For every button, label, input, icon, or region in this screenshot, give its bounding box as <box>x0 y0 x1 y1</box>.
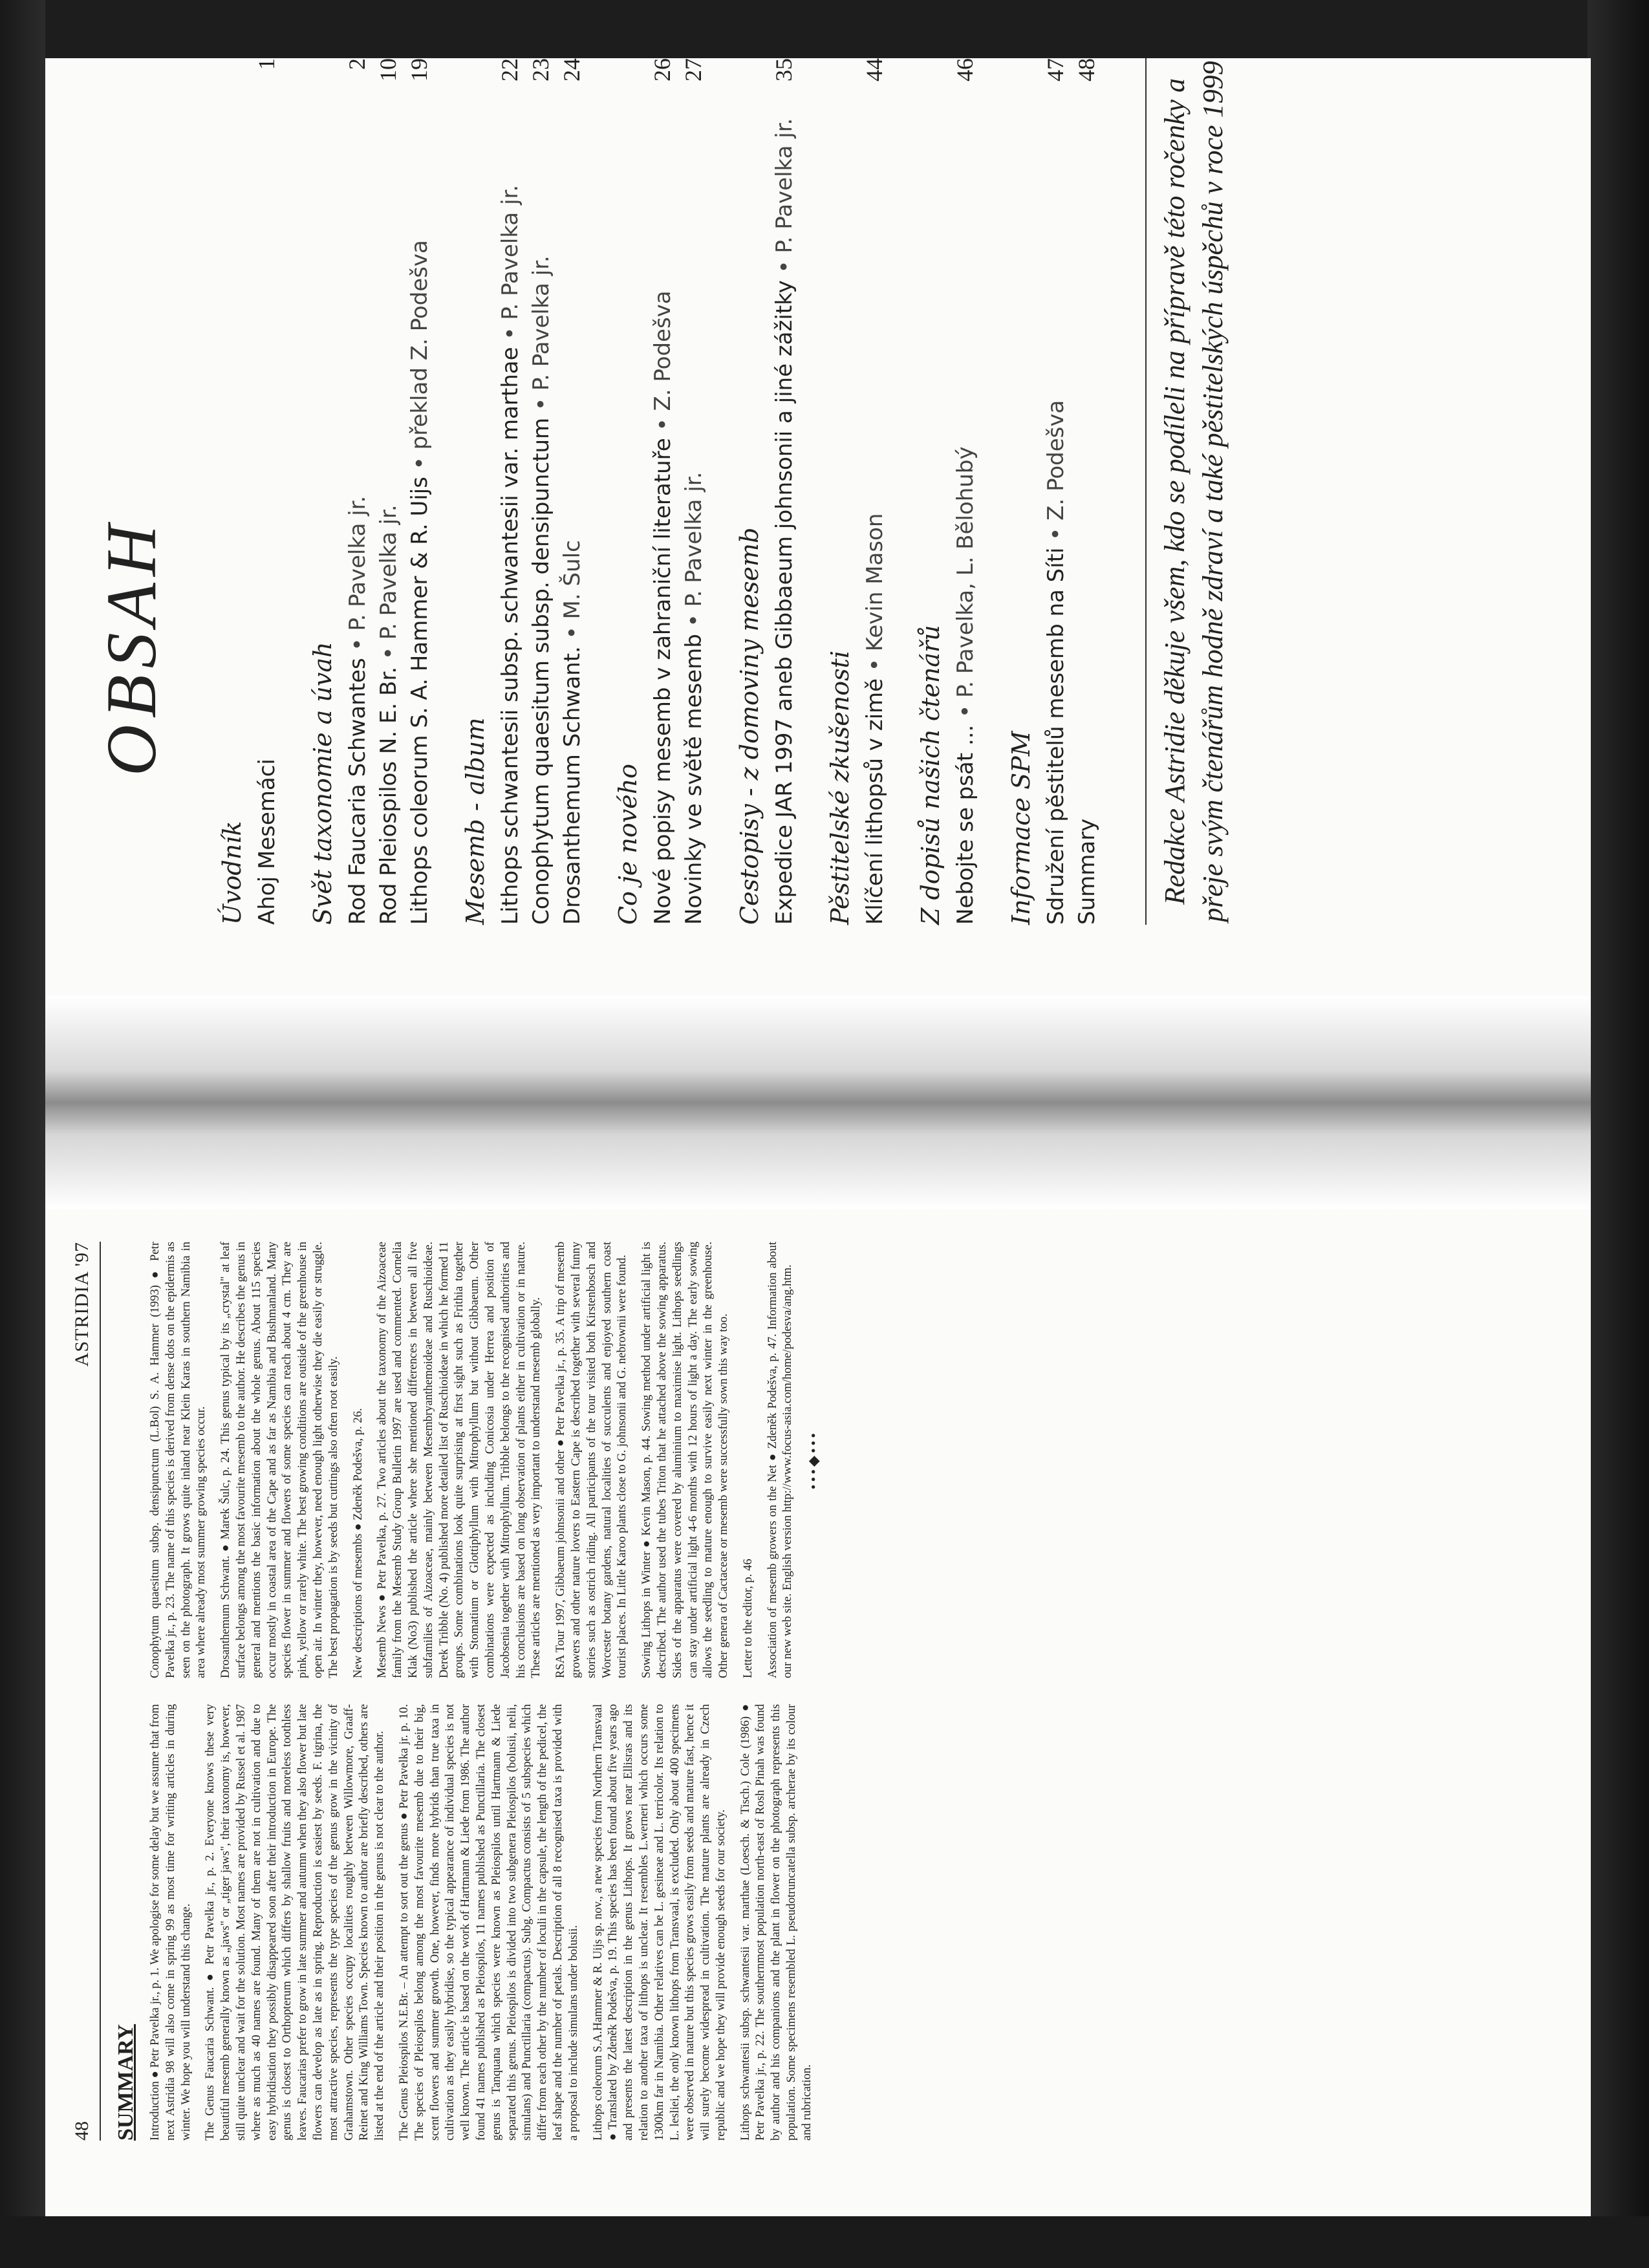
toc-entry <box>1073 58 1100 925</box>
toc-section-heading: Svět taxonomie a úvah <box>308 642 337 925</box>
toc-entry-author: • P. Pavelka jr. <box>771 118 797 274</box>
toc-entry <box>770 58 797 925</box>
toc-section-heading: Cestopisy - z domoviny mesemb <box>735 527 764 925</box>
toc-entry-page: 2 <box>344 58 370 70</box>
toc-entry <box>680 58 707 925</box>
toc-entry-title: Rod Pleiospilos N. E. Br. <box>376 666 402 925</box>
toc-entry-title: Rod Faucaria Schwantes <box>345 658 371 925</box>
toc-entry-author: • Kevin Mason <box>862 513 888 672</box>
book-gutter <box>45 996 1591 1209</box>
toc-entry <box>405 58 433 925</box>
summary-paragraph: Introduction ● Petr Pavelka jr., p. 1. We apologise for some delay but we assume that from next Astridia 98 will also come in spring 99 as most time for writing articles in during winter. We hope you will understand this change. <box>148 1704 193 2141</box>
summary-paragraph: The Genus Pleiospilos N.E.Br. – An attempt to sort out the genus ● Petr Pavelka jr. p. 10. The species of Pleiospilos belong among the most favourite mesemb due to their big, scent flowers and summer growth. One, however, finds more hybrids than true taxa in cultivation as they easily hybridise, so the typical appearance of individual species is not well known. The article is based on the work of Hartmann & Liede from 1986. The author found 41 names published as Pleiospilos, 11 names published as Punctillaria. The closest genus is Tanquana which species were known as Pleiospilos until Hartmann & Liede separated this genus. Pleiospilos is divided into two subgenera Pleiospilos (bolusii, nelii, simulans) and Punctillaria (compactus). Subg. Compactus consists of 5 subspecies which differ from each other by the number of loculi in the capsule, the length of the pedicel, the leaf shape and the number of petals. Description of all 8 recognised taxa is provided with a proposal to include simulans under bolusii. <box>396 1704 580 2141</box>
toc-entry-author: • P. Pavelka jr. <box>681 471 707 627</box>
toc-entry-page: 24 <box>559 58 585 81</box>
toc-entry-title: Lithops coleorum S. A. Hammer & R. Uijs <box>407 477 433 925</box>
toc-section-heading: Pěstitelské zkušenosti <box>826 650 854 925</box>
toc-entry <box>253 58 280 925</box>
toc-entry-title: Expedice JAR 1997 aneb Gibbaeum johnsonii a jiné zážitky <box>771 280 797 925</box>
toc-entry-title: Novinky ve světě mesemb <box>681 634 707 925</box>
toc-entry <box>374 58 402 925</box>
toc-entry-author: • P. Pavelka jr. <box>376 504 402 660</box>
toc-entry <box>861 58 888 925</box>
summary-paragraph: The Genus Faucaria Schwant. ● Petr Pavelka jr., p. 2. Everyone knows these very beautiful mesemb generally known as „jaws" or „tiger jaws", their taxonomy is, however, still quite unclear and wait for the solution. Most names are provided by Russel et al. 1987 where as much as 40 names are found. Many of them are not in cultivation and due to easy hybridisation they possibly disappeared soon after their introduction in Europe. The genus is closest to Orthopterum which differs by shallow fruits and moreless toothless leaves. Faucarias prefer to grow in late summer and autumn when they also flower but late flowers can develop as late as in spring. Reproduction is easiest by seeds. F. tigrina, the most attractive species, represents the type species of the genus grow in the vicinity of Grahamstown. Other species occupy localities roughly between Willowmore, Graaff-Reinet and King Williams Town. Species known to author are briefly described, others are listed at the end of the article and their position in the genus is not clear to the author. <box>203 1704 387 2141</box>
summary-paragraph: RSA Tour 1997, Gibbaeum johnsonii and other ● Petr Pavelka jr., p. 35. A trip of mesemb growers and other nature lovers to Eastern Cape is described together with several funny stories such as ostrich riding. All participants of the tour visited both Kirstenbosch and Worcester botany gardens, natural localities of succulents and enjoyed southern coast tourist places. In Little Karoo plants close to G. johnsonii and G. nebrownii were found. <box>554 1242 629 1678</box>
toc-entry-page: 44 <box>861 58 887 81</box>
summary-content <box>71 1242 1558 2141</box>
summary-paragraph: Lithops coleorum S.A.Hammer & R. Uijs sp. nov., a new species from Northern Transvaal ● Translated by Zdeněk Podešva, p. 19. This species has been found about five years ago and presents the latest description in the genus Lithops. It grows near Ellisras and its relation to another taxa of lithops is unclear. It resembles L.werneri which occurs some 1300km far in Namibia. Other relatives can be L. gesineae and L. terricolor. Its relation to L. lesliei, the only known lithops from Transvaal, is excluded. Only about 400 specimens were observed in nature but this species grows easily from seeds and mature fast, hence it will surely become widespread in cultivation. The mature plants are already in Czech republic and we hope they will provide enough seeds for our society. <box>590 1704 727 2141</box>
summary-paragraph: Sowing Lithops in Winter ● Kevin Mason, p. 44. Sowing method under artificial light is described. The author used the tubes Triton that he attached above the sowing apparatus. Sides of the apparatus were covered by aluminium to maximise light. Lithops seedlings can stay under artificial light 4-6 months with 12 hours of light a day. The early sowing allows the seedling to mature enough to survive easily next winter in the greenhouse. Other genera of Cactaceae or mesemb were successfully sown this way too. <box>640 1242 731 1678</box>
toc-entry-title: Ahoj Mesemáci <box>254 759 280 925</box>
toc-entry-page: 10 <box>375 58 401 81</box>
scan-frame-top <box>0 0 1649 58</box>
summary-paragraph: Conophytum quaesitum subsp. densipunctum (L.Bol) S. A. Hammer (1993) ● Petr Pavelka jr., p. 23. The name of this species is derived from dense dots on the epidermis as seen on the photograph. It grows quite inland near Klein Karas in southern Namibia in area where already most summer growing species occur. <box>148 1242 208 1678</box>
toc-entry-page: 22 <box>497 58 523 81</box>
toc-entry <box>558 58 585 925</box>
contents-title: OBSAH <box>92 518 171 776</box>
summary-column-2 <box>147 1242 824 1678</box>
toc-entry-title: Lithops schwantesii subsp. schwantesii var. marthae <box>497 347 523 925</box>
toc-entry-title: Klíčení lithopsů v zimě <box>862 678 888 925</box>
end-ornament: •••◆••• <box>805 1430 822 1490</box>
toc-entry-page: 46 <box>952 58 978 81</box>
summary-heading: SUMMARY <box>114 2024 138 2141</box>
toc-section-heading: Informace SPM <box>1007 731 1035 925</box>
toc-entry-title: Sdružení pěstitelů mesemb na Síti <box>1043 547 1069 925</box>
toc-entry-page: 27 <box>680 58 706 81</box>
summary-paragraph: Association of mesemb growers on the Net ● Zdeněk Podešva, p. 47. Information about our new web site. English version http://www.focus-asia.com/home/podesva/ang.htm. <box>765 1242 795 1678</box>
toc-entry-page: 26 <box>649 58 675 81</box>
toc-entry-author: • překlad Z. Podešva <box>407 240 433 470</box>
toc-entry-author: • M. Šulc <box>559 540 585 640</box>
toc-entry-title: Conophytum quaesitum subsp. densipunctum <box>528 417 554 925</box>
toc-entry-title: Summary <box>1074 818 1100 925</box>
scan-frame-bottom <box>0 2216 1649 2268</box>
table-of-contents <box>218 58 1100 925</box>
toc-entry-page: 35 <box>771 58 797 81</box>
toc-entry <box>496 58 523 925</box>
summary-paragraph: Letter to the editor, p. 46 <box>740 1559 755 1678</box>
running-header <box>71 1242 101 2141</box>
summary-paragraph: New descriptions of mesembs ● Zdeněk Podešva, p. 26. <box>350 1408 365 1678</box>
toc-entry-author: • P. Pavelka jr. <box>528 255 554 411</box>
contents-content <box>78 58 1565 925</box>
toc-entry-author: • P. Pavelka jr. <box>345 495 371 651</box>
toc-entry-page: 1 <box>253 58 279 70</box>
toc-entry-title: Nové popisy mesemb v zahraniční literatuře <box>650 438 676 925</box>
dedication: Redakce Astridie děkuje všem, kdo se podíleli na přípravě této ročenky a přeje svým čtenářům hodně zdraví a také pěstitelských úspěchů v roce 1999 <box>1145 58 1233 925</box>
toc-entry-page: 48 <box>1073 58 1099 81</box>
toc-section-heading: Co je nového <box>614 763 642 925</box>
toc-entry-page: 47 <box>1042 58 1068 81</box>
summary-paragraph: Mesemb News ● Petr Pavelka, p. 27. Two articles about the taxonomy of the Aizoaceae family from the Mesemb Study Group Bulletin 1997 are used and commented. Cornelia Klak (No3) published the article where she mentioned differences in between all five subfamilies of Aizoaceae, mainly between Mesembryanthemoideae and Ruschioideae. Derek Tribble (No. 4) published more detailed list of Ruschioideae in which he formed 11 groups. Some combinations look quite surprising at first sight such as Frithia together with Stomatium or Glottiphyllum with Mitrophyllum but without Gibbaeum. Other combinations were expected as including Conicosia under Herrea and position of Jacobsenia together with Mitrophyllum. Tribble belongs to the recognised authorities and his conclusions are based on long observation of plants either in cultivation or in nature. These articles are mentioned as very important to understand mesemb globally. <box>375 1242 543 1678</box>
toc-entry <box>343 58 371 925</box>
toc-entry-title: Nebojte se psát ... <box>953 724 978 925</box>
summary-columns <box>147 1242 824 2141</box>
toc-entry-page: 19 <box>406 58 432 81</box>
toc-entry-author: • Z. Podešva <box>1043 400 1069 541</box>
toc-entry-author: • Z. Podešva <box>650 290 676 431</box>
running-title: ASTRIDIA '97 <box>71 1242 92 1367</box>
page-number: 48 <box>71 2121 92 2141</box>
summary-column-1 <box>147 1704 824 2141</box>
summary-paragraph: Drosanthemum Schwant. ● Marek Šulc, p. 24. This genus typical by its „crystal" at leaf surface belongs among the most favourite mesemb to the author. He describes the genus in general and mentions the basic information about the whole genus. About 115 species occur mostly in coastal area of the Cape and as far as Namibia and Bushmanland. Many species flower in summer and flowers of some species can reach about 4 cm. They are pink, yellow or rarely white. The best growing conditions are outside of the greenhouse in open air. In winter they, however, need enough light otherwise they die easily or struggle. The best propagation is by seeds but cuttings also often root easily. <box>219 1242 340 1678</box>
toc-entry <box>649 58 676 925</box>
toc-entry-author: • P. Pavelka, L. Bělohubý <box>953 446 978 718</box>
summary-paragraph: Lithops schwantesii subsp. schwantesii var. marthae (Loesch. & Tisch.) Cole (1986) ● Petr Pavelka jr., p. 22. The southernmost population north-east of Rosh Pinah was found by author and his companions and the plant in flower on the photograph represents this population. Some specimens resembled L. pseudotruncatella subsp. archerae by its colour and rubrication. <box>738 1704 814 2141</box>
book-cover-edge <box>1588 0 1649 2268</box>
toc-entry <box>951 58 978 925</box>
toc-entry-author: • P. Pavelka jr. <box>497 184 523 340</box>
toc-section-heading: Mesemb - album <box>461 717 490 925</box>
toc-entry <box>1042 58 1069 925</box>
toc-entry <box>527 58 554 925</box>
toc-entry-title: Drosanthemum Schwant. <box>559 646 585 925</box>
toc-entry-page: 23 <box>528 58 554 81</box>
toc-section-heading: Z dopisů našich čtenářů <box>916 625 945 925</box>
toc-section-heading: Úvodník <box>218 821 246 925</box>
scan-frame-left <box>0 0 45 2268</box>
